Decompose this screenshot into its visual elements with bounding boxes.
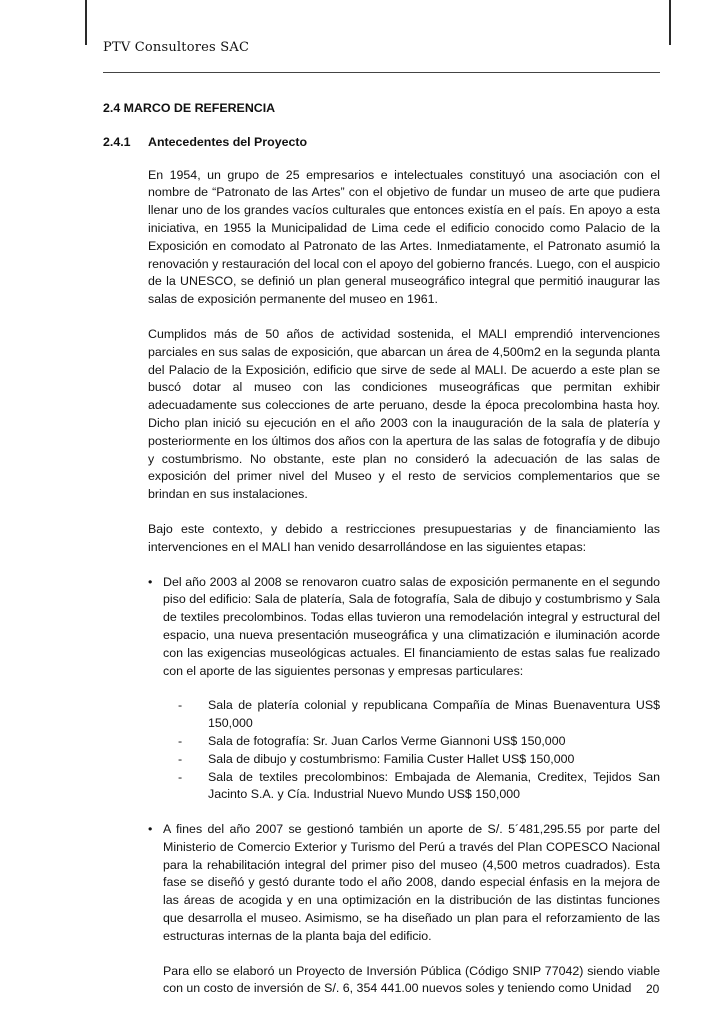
sponsor-text: Sala de fotografía: Sr. Juan Carlos Verme Giannoni US$ 150,000 <box>208 733 566 748</box>
dash-icon: - <box>178 769 183 784</box>
header-divider <box>103 72 660 73</box>
header-left-rule <box>85 0 87 45</box>
subsection-number: 2.4.1 <box>103 134 131 149</box>
sponsor-item <box>178 733 660 751</box>
sponsor-item <box>178 769 660 805</box>
bullet-list <box>148 574 660 999</box>
sponsor-item <box>178 697 660 733</box>
sponsor-text: Sala de textiles precolombinos: Embajada de Alemania, Creditex, Tejidos San Jacinto S.A. y Cía. Industrial Nuevo Mundo US$ 150,000 <box>208 769 660 802</box>
sponsor-list <box>163 697 660 804</box>
bullet-icon: • <box>148 822 153 837</box>
bullet-continuation-text: Para ello se elaboró un Proyecto de Inversión Pública (Código SNIP 77042) siendo viable con un costo de inversión de S/. 6, 354 441.00 nuevos soles y teniendo como Unidad <box>163 963 660 996</box>
sponsor-item <box>178 751 660 769</box>
sponsor-text: Sala de platería colonial y republicana Compañía de Minas Buenaventura US$ 150,000 <box>208 698 660 731</box>
bullet-text: A fines del año 2007 se gestionó también un aporte de S/. 5´481,295.55 por parte del Ministerio de Comercio Exterior y Turismo del Perú a través del Plan COPESCO Nacional para la rehabilitación integral del primer piso del museo (4,500 metros cuadrados). Esta fase se diseñó y gestó durante todo el año 2008, dando especial énfasis en la mejora de las áreas de acogida y en una optimización en la distribución de las distintas funciones que desarrolla el museo. Asimismo, se ha diseñado un plan para el reforzamiento de las estructuras internas de la planta baja del edificio. <box>163 822 660 943</box>
bullet-icon: • <box>148 574 153 589</box>
paragraph: Bajo este contexto, y debido a restricciones presupuestarias y de financiamiento las intervenciones en el MALI han venido desarrollándose en las siguientes etapas: <box>148 521 660 554</box>
bullet-item <box>148 574 660 805</box>
running-header: PTV Consultores SAC <box>103 40 250 55</box>
paragraph: Cumplidos más de 50 años de actividad sostenida, el MALI emprendió intervenciones parciales en sus salas de exposición, que abarcan un área de 4,500m2 en la segunda planta del Palacio de la Exposición, edificio que sirve de sede al MALI. De acuerdo a este plan se buscó dotar al museo con las condiciones museográficas que permitan exhibir adecuadamente sus colecciones de arte peruano, desde la época precolombina hasta hoy. Dicho plan inició su ejecución en el año 2003 con la inauguración de la sala de platería y posteriormente en los últimos dos años con la apertura de las salas de fotografía y de dibujo y costumbrismo. No obstante, este plan no consideró la adecuación de las salas de exposición del primer nivel del Museo y el resto de servicios complementarios que se brindan en sus instalaciones. <box>148 326 660 502</box>
dash-icon: - <box>178 733 183 748</box>
dash-icon: - <box>178 698 183 713</box>
bullet-text: Del año 2003 al 2008 se renovaron cuatro salas de exposición permanente en el segundo piso del edificio: Sala de platería, Sala de fotografía, Sala de dibujo y costumbrismo y Sala de textiles precolombinos. Todas ellas tuvieron una remodelación integral y estructural del espacio, una nueva presentación museográfica y una climatización e iluminación acorde con las exigencias museológicas actuales. El financiamiento de estas salas fue realizado con el aporte de las siguientes personas y empresas particulares: <box>163 574 660 678</box>
page-number: 20 <box>646 982 660 996</box>
header-right-rule <box>669 0 671 45</box>
section-heading: 2.4 MARCO DE REFERENCIA <box>103 101 276 115</box>
page-body <box>103 100 660 1015</box>
dash-icon: - <box>178 751 183 766</box>
subsection-title: Antecedentes del Proyecto <box>148 134 308 149</box>
paragraph: En 1954, un grupo de 25 empresarios e intelectuales constituyó una asociación con el nombre de “Patronato de las Artes” con el objetivo de fundar un museo de arte que pudiera llenar uno de los grandes vacíos culturales que entonces existía en el país. En apoyo a esta iniciativa, en 1955 la Municipalidad de Lima cede el edificio conocido como Palacio de la Exposición en comodato al Patronato de las Artes. Inmediatamente, el Patronato asumió la renovación y restauración del local con el apoyo del gobierno francés. Luego, con el auspicio de la UNESCO, se definió un plan general museográfico integral que permitió inaugurar las salas de exposición permanente del museo en 1961. <box>148 167 660 307</box>
bullet-item <box>148 821 660 998</box>
subsection-heading <box>103 134 660 152</box>
sponsor-text: Sala de dibujo y costumbrismo: Familia Custer Hallet US$ 150,000 <box>208 751 575 766</box>
